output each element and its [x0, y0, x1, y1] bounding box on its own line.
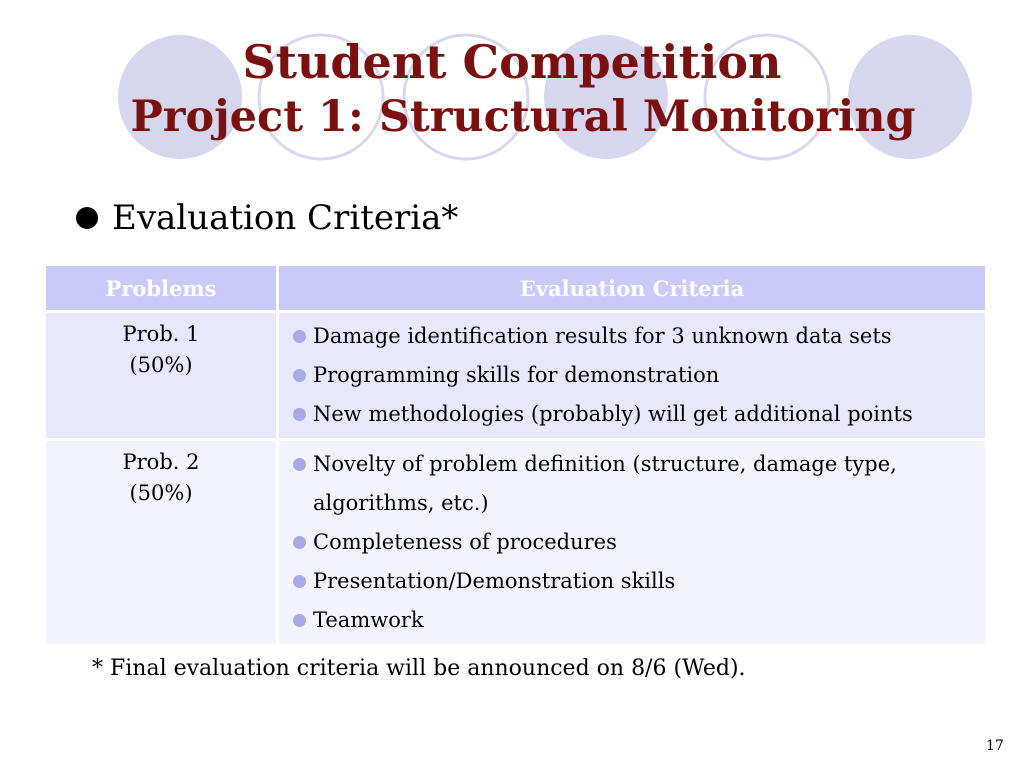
footnote: * Final evaluation criteria will be announced on 8/6 (Wed). — [92, 656, 746, 681]
list-item — [291, 445, 977, 523]
table-row — [45, 312, 987, 440]
list-item — [291, 395, 977, 434]
list-item — [291, 317, 977, 356]
list-item — [291, 356, 977, 395]
title-line-1: Student Competition — [242, 35, 782, 89]
problem-name: Prob. 1 — [122, 322, 200, 346]
bullet-icon — [293, 575, 306, 588]
criterion-text: Novelty of problem definition (structure, damage type, algorithms, etc.) — [313, 452, 897, 515]
bullet-icon — [293, 330, 306, 343]
problem-weight: (50%) — [129, 353, 193, 377]
bullet-icon — [293, 536, 306, 549]
header-evaluation-criteria: Evaluation Criteria — [278, 265, 987, 312]
section-heading-text: Evaluation Criteria* — [112, 198, 459, 238]
criteria-list — [291, 445, 977, 640]
bullet-icon — [293, 458, 306, 471]
criterion-text: Programming skills for demonstration — [313, 363, 720, 387]
bullet-icon — [76, 207, 98, 229]
criterion-text: Teamwork — [313, 608, 424, 632]
criterion-text: Presentation/Demonstration skills — [313, 569, 676, 593]
table-row — [45, 440, 987, 646]
criterion-text: New methodologies (probably) will get additional points — [313, 402, 913, 426]
criteria-cell — [278, 440, 987, 646]
bullet-icon — [293, 369, 306, 382]
title-line-2: Project 1: Structural Monitoring — [130, 92, 916, 142]
criteria-table — [43, 263, 988, 647]
criteria-list — [291, 317, 977, 434]
list-item — [291, 601, 977, 640]
slide-title — [0, 34, 1024, 144]
table-header-row — [45, 265, 987, 312]
problem-cell — [45, 440, 278, 646]
header-problems: Problems — [45, 265, 278, 312]
criteria-cell — [278, 312, 987, 440]
problem-weight: (50%) — [129, 481, 193, 505]
list-item — [291, 523, 977, 562]
problem-cell — [45, 312, 278, 440]
bullet-icon — [293, 614, 306, 627]
problem-name: Prob. 2 — [122, 450, 200, 474]
bullet-icon — [293, 408, 306, 421]
criterion-text: Damage identification results for 3 unknown data sets — [313, 324, 892, 348]
criterion-text: Completeness of procedures — [313, 530, 617, 554]
section-heading — [76, 198, 458, 238]
list-item — [291, 562, 977, 601]
page-number: 17 — [986, 738, 1004, 754]
